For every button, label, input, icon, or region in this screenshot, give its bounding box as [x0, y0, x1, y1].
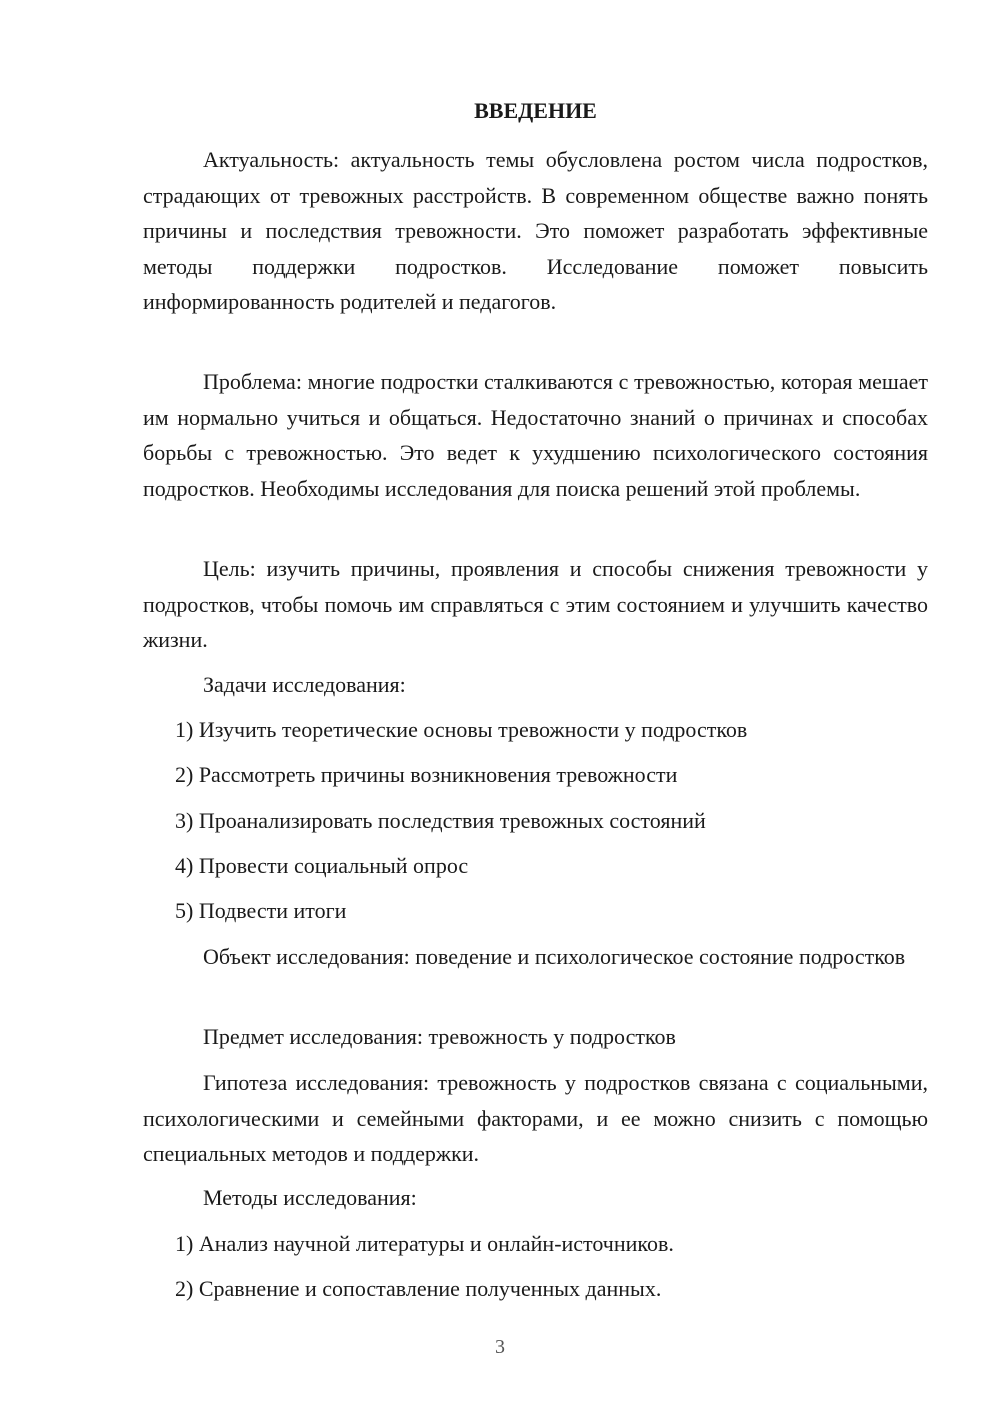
relevance-paragraph: Актуальность: актуальность темы обусловлена ростом числа подростков, страдающих от тревожных расстройств. В современном обществе важно понять причины и последствия тревожности. Это поможет разработать эффективные методы поддержки подростков. Исследование поможет повысить информированность родителей и педагогов. — [143, 147, 928, 314]
subject-paragraph: Предмет исследования: тревожность у подростков — [203, 1024, 676, 1049]
methods-heading: Методы исследования: — [203, 1185, 417, 1210]
task-item: 1) Изучить теоретические основы тревожности у подростков — [175, 717, 748, 742]
hypothesis-paragraph: Гипотеза исследования: тревожность у подростков связана с социальными, психологическими и семейными факторами, и ее можно снизить с помощью специальных методов и поддержки. — [143, 1070, 928, 1166]
task-item: 3) Проанализировать последствия тревожных состояний — [175, 808, 706, 833]
goal-paragraph: Цель: изучить причины, проявления и способы снижения тревожности у подростков, чтобы помочь им справляться с этим состоянием и улучшить качество жизни. — [143, 556, 928, 652]
task-item: 5) Подвести итоги — [175, 898, 347, 923]
task-item: 4) Провести социальный опрос — [175, 853, 469, 878]
object-paragraph: Объект исследования: поведение и психологическое состояние подростков — [203, 944, 906, 969]
tasks-heading: Задачи исследования: — [203, 672, 406, 697]
page-number: 3 — [495, 1336, 505, 1358]
section-title: ВВЕДЕНИЕ — [474, 98, 597, 123]
method-item: 1) Анализ научной литературы и онлайн-источников. — [175, 1231, 674, 1256]
task-item: 2) Рассмотреть причины возникновения тревожности — [175, 762, 678, 787]
problem-paragraph: Проблема: многие подростки сталкиваются с тревожностью, которая мешает им нормально учиться и общаться. Недостаточно знаний о причинах и способах борьбы с тревожностью. Это ведет к ухудшению психологического состояния подростков. Необходимы исследования для поиска решений этой проблемы. — [143, 369, 928, 501]
method-item: 2) Сравнение и сопоставление полученных данных. — [175, 1276, 662, 1301]
